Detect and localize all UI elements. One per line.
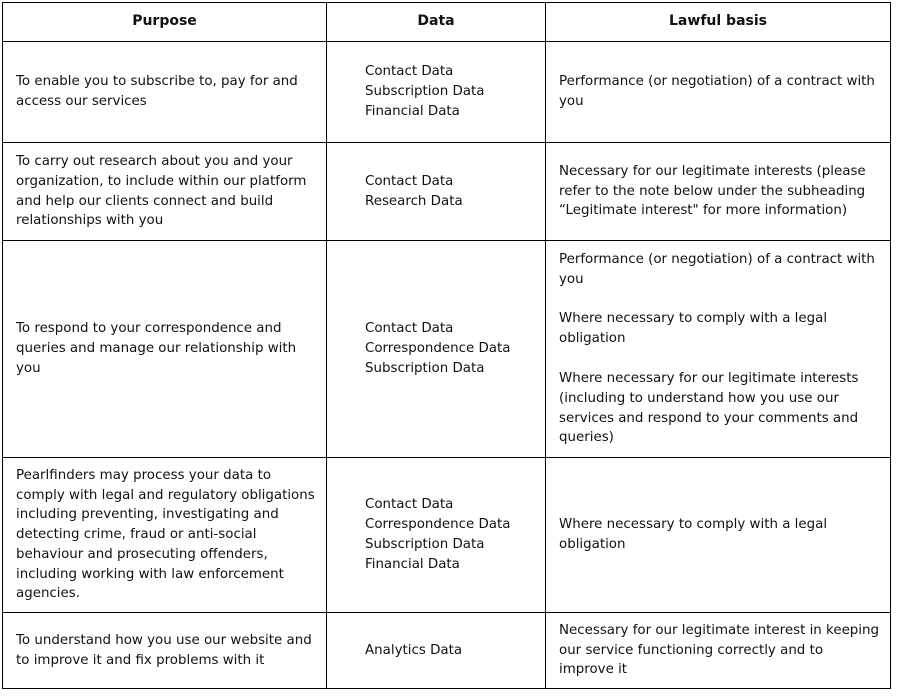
data-item: Correspondence Data: [365, 341, 511, 357]
purpose-cell: To carry out research about you and your organization, to include within our platform and help our clients connect and build relationships with you: [3, 143, 327, 241]
purpose-cell: To enable you to subscribe to, pay for and access our services: [3, 42, 327, 143]
purpose-cell: To respond to your correspondence and queries and manage our relationship with you: [3, 241, 327, 458]
table-row: [3, 458, 891, 613]
lawful-basis-text: Performance (or negotiation) of a contract with you: [559, 251, 875, 287]
data-item: Contact Data: [365, 497, 454, 513]
table-row: [3, 42, 891, 143]
header-purpose: Purpose: [3, 3, 327, 42]
table-row: [3, 241, 891, 458]
lawful-basis-cell: [546, 613, 891, 689]
data-item: Contact Data: [365, 64, 454, 80]
lawful-basis-table: [2, 2, 891, 689]
lawful-basis-cell: [546, 143, 891, 241]
table-row: [3, 143, 891, 241]
data-item: Subscription Data: [365, 537, 485, 552]
lawful-basis-text: Necessary for our legitimate interests (please refer to the note below under the subheading “Legitimate interest" for more information): [559, 163, 866, 219]
purpose-cell: Pearlfinders may process your data to comply with legal and regulatory obligations including preventing, investigating and detecting crime, fraud or anti-social behaviour and prosecuting offenders, including working with law enforcement agencies.: [3, 458, 327, 613]
data-cell: [327, 42, 546, 143]
data-cell: [327, 241, 546, 458]
data-item: Correspondence Data: [365, 517, 511, 533]
data-item: Research Data: [365, 193, 463, 209]
header-lawful-basis: Lawful basis: [546, 3, 891, 42]
data-cell: [327, 458, 546, 613]
data-item: Financial Data: [365, 103, 460, 119]
lawful-basis-cell: [546, 42, 891, 143]
data-cell: [327, 613, 546, 689]
data-item: Contact Data: [365, 173, 454, 189]
lawful-basis-text: Where necessary to comply with a legal obligation: [559, 311, 828, 347]
lawful-basis-cell: [546, 458, 891, 613]
lawful-basis-text: Necessary for our legitimate interest in keeping our service functioning correctly and to improve it: [559, 622, 880, 678]
data-item: Contact Data: [365, 321, 454, 337]
lawful-basis-text: Performance (or negotiation) of a contract with you: [559, 74, 875, 109]
data-cell: [327, 143, 546, 241]
data-item: Subscription Data: [365, 84, 485, 100]
table-row: [3, 613, 891, 689]
data-item: Analytics Data: [365, 642, 463, 658]
lawful-basis-text: Where necessary to comply with a legal obligation: [559, 517, 828, 552]
data-item: Subscription Data: [365, 360, 485, 376]
header-data: Data: [327, 3, 546, 42]
header-row: [3, 3, 891, 42]
data-item: Financial Data: [365, 556, 460, 572]
lawful-basis-text: Where necessary for our legitimate interests (including to understand how you use our services and respond to your comments and queries): [559, 371, 859, 446]
purpose-cell: To understand how you use our website and to improve it and fix problems with it: [3, 613, 327, 689]
lawful-basis-cell: [546, 241, 891, 458]
